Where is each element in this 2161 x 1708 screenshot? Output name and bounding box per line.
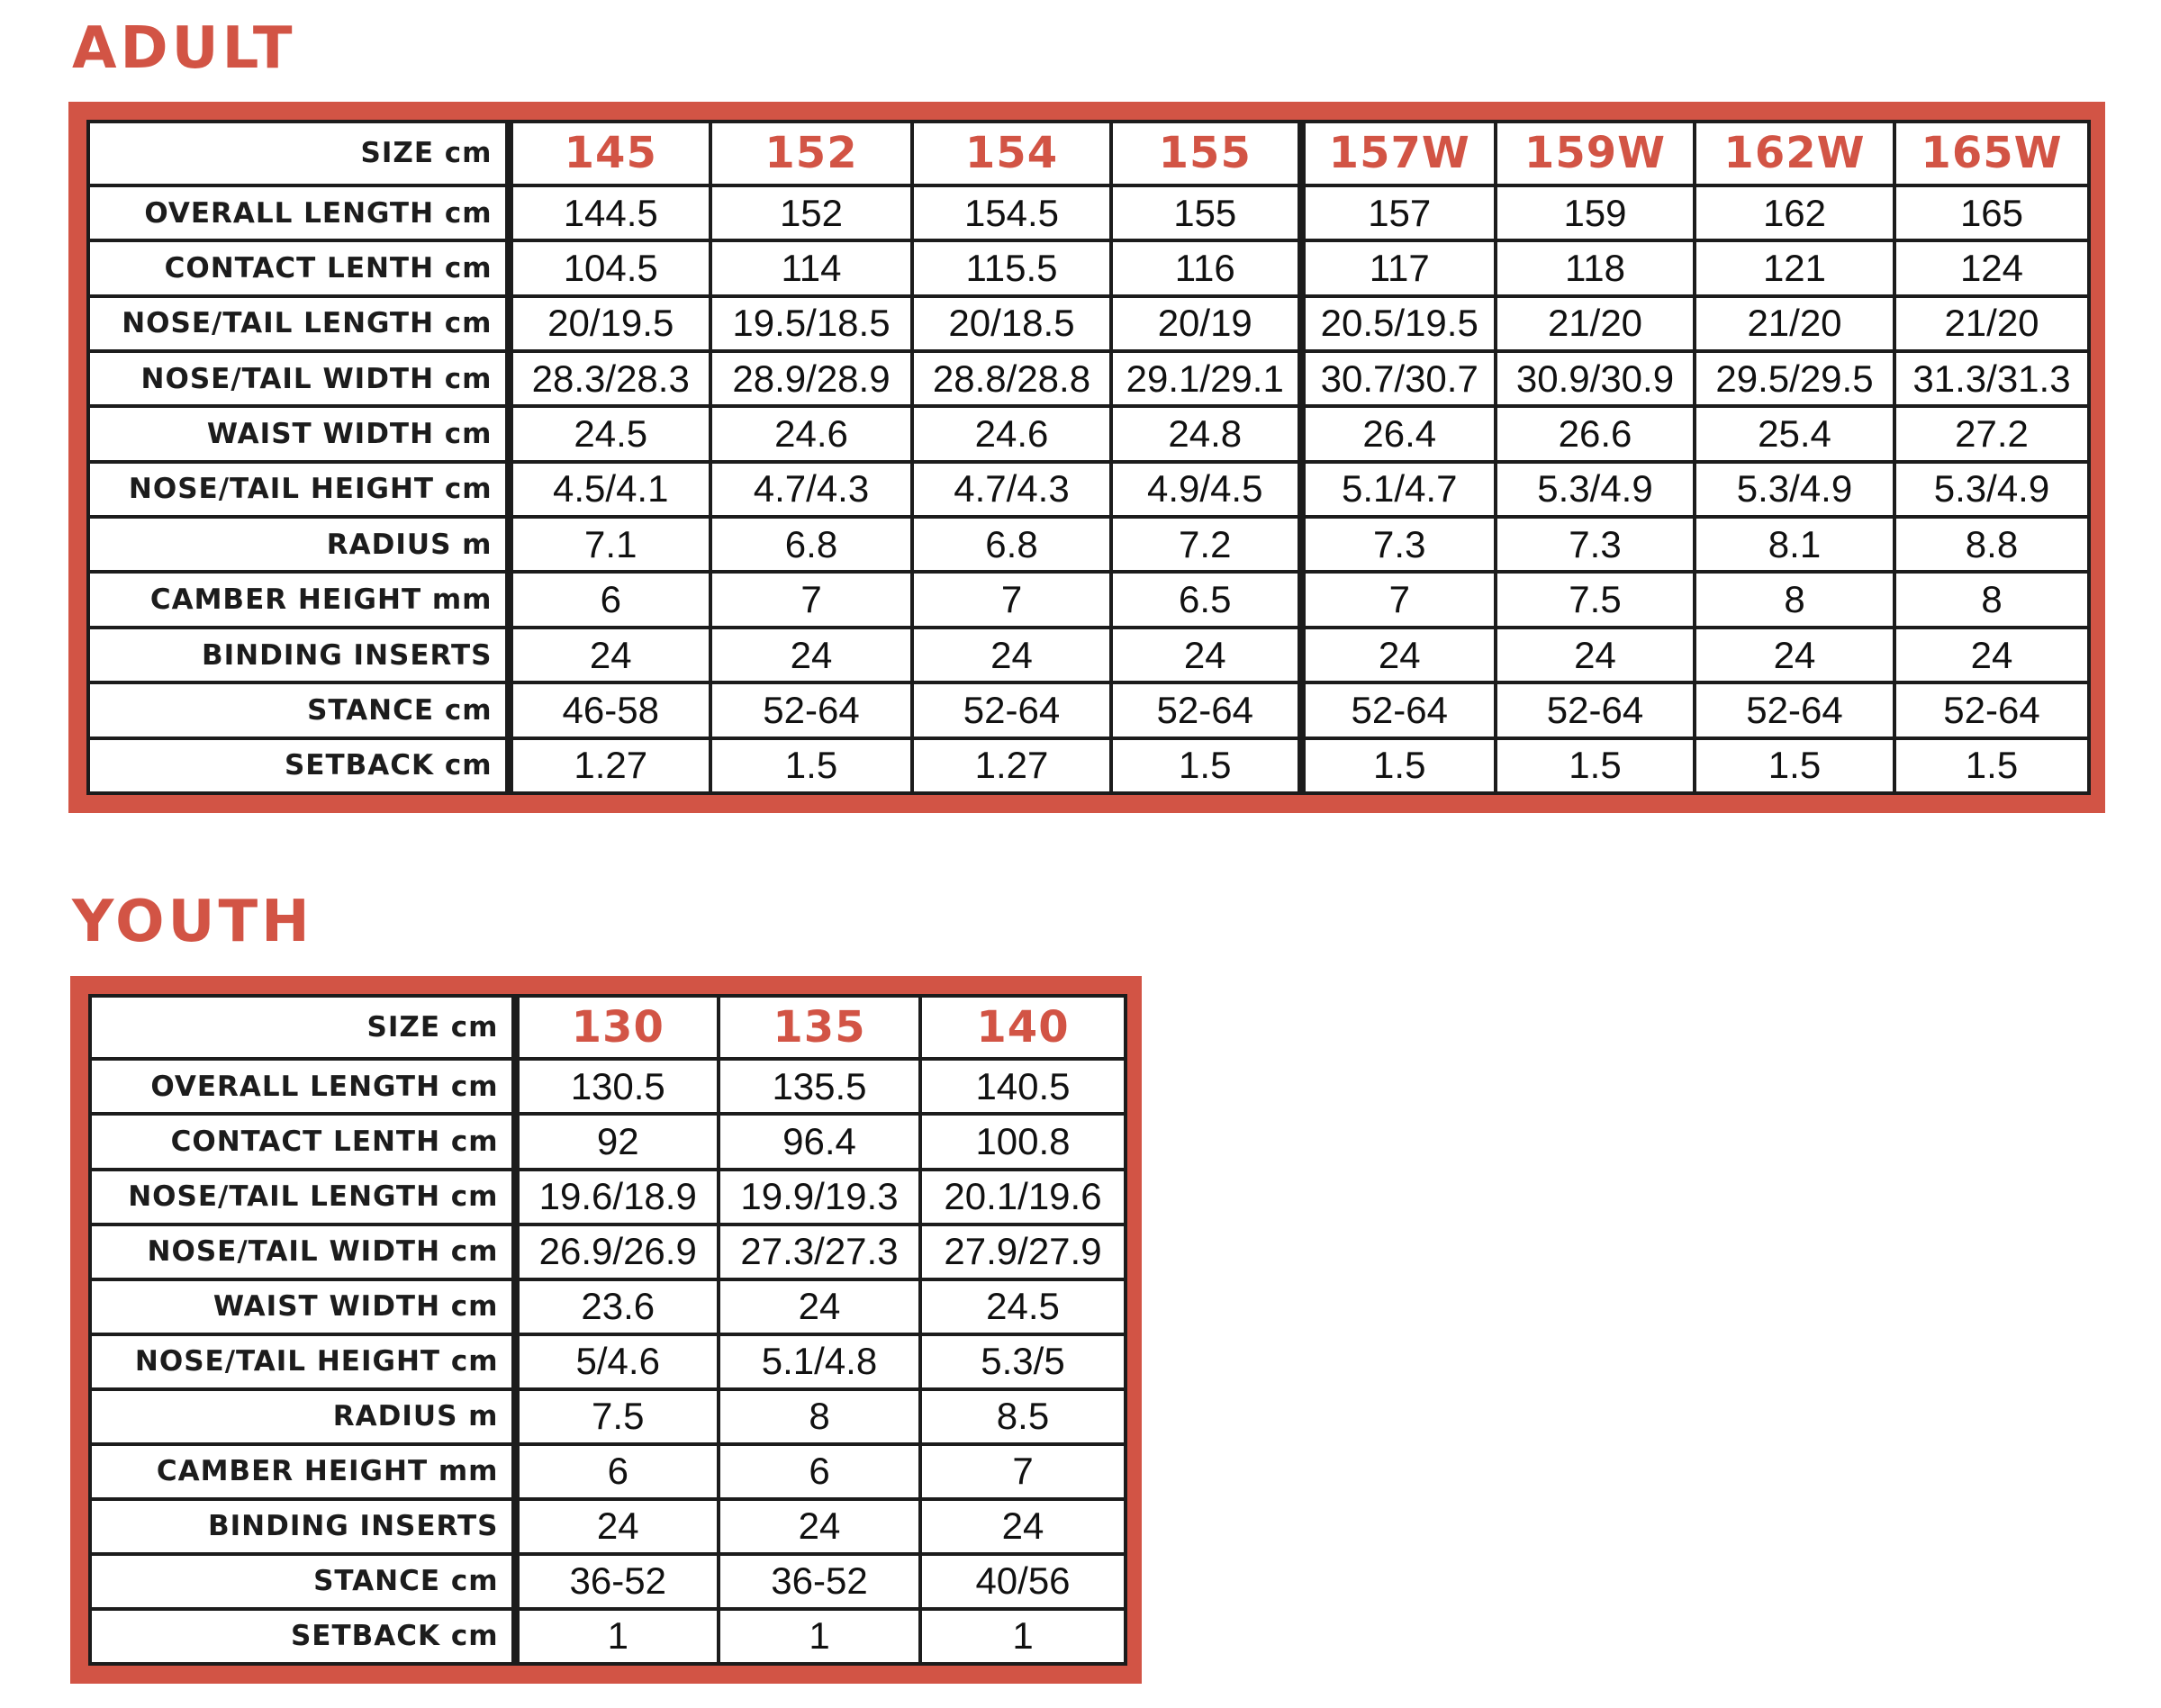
table-row xyxy=(88,572,2089,627)
table-cell: 7.3 xyxy=(1301,517,1496,572)
table-cell: 28.9/28.9 xyxy=(710,351,912,406)
size-header-135: 135 xyxy=(719,996,920,1059)
table-cell: 5.3/5 xyxy=(920,1334,1126,1389)
row-label-waist-width-cm: WAIST WIDTH cm xyxy=(88,406,509,461)
table-cell: 92 xyxy=(515,1114,719,1169)
size-header-157w: 157W xyxy=(1301,122,1496,185)
table-cell: 165 xyxy=(1894,185,2089,240)
row-label-contact-lenth-cm: CONTACT LENTH cm xyxy=(88,240,509,295)
table-cell: 24 xyxy=(1301,628,1496,682)
row-label-binding-inserts: BINDING INSERTS xyxy=(90,1499,515,1554)
table-cell: 52-64 xyxy=(1301,682,1496,737)
row-label-contact-lenth-cm: CONTACT LENTH cm xyxy=(90,1114,515,1169)
size-header-140: 140 xyxy=(920,996,1126,1059)
table-cell: 24.5 xyxy=(920,1279,1126,1334)
table-cell: 1 xyxy=(515,1609,719,1664)
table-cell: 26.4 xyxy=(1301,406,1496,461)
table-cell: 5.3/4.9 xyxy=(1695,462,1894,517)
size-header-162w: 162W xyxy=(1695,122,1894,185)
row-label-waist-width-cm: WAIST WIDTH cm xyxy=(90,1279,515,1334)
adult-spec-table-body xyxy=(88,122,2089,793)
table-row xyxy=(90,1554,1126,1609)
row-label-camber-height-mm: CAMBER HEIGHT mm xyxy=(88,572,509,627)
table-cell: 1.5 xyxy=(710,738,912,793)
table-cell: 24.6 xyxy=(710,406,912,461)
table-cell: 8 xyxy=(1695,572,1894,627)
table-cell: 5.3/4.9 xyxy=(1496,462,1695,517)
table-cell: 7.3 xyxy=(1496,517,1695,572)
row-label-nose-tail-height-cm: NOSE/TAIL HEIGHT cm xyxy=(88,462,509,517)
table-row xyxy=(90,1059,1126,1114)
table-cell: 8.8 xyxy=(1894,517,2089,572)
row-label-camber-height-mm: CAMBER HEIGHT mm xyxy=(90,1444,515,1499)
table-cell: 24 xyxy=(912,628,1111,682)
table-row xyxy=(90,1279,1126,1334)
table-cell: 1 xyxy=(920,1609,1126,1664)
table-cell: 7.5 xyxy=(515,1389,719,1444)
table-cell: 4.9/4.5 xyxy=(1111,462,1301,517)
table-cell: 24 xyxy=(710,628,912,682)
size-header-130: 130 xyxy=(515,996,719,1059)
table-cell: 19.6/18.9 xyxy=(515,1170,719,1225)
table-cell: 117 xyxy=(1301,240,1496,295)
table-cell: 29.5/29.5 xyxy=(1695,351,1894,406)
table-cell: 24 xyxy=(719,1279,920,1334)
table-cell: 27.2 xyxy=(1894,406,2089,461)
table-cell: 24.8 xyxy=(1111,406,1301,461)
table-cell: 25.4 xyxy=(1695,406,1894,461)
table-cell: 29.1/29.1 xyxy=(1111,351,1301,406)
table-cell: 118 xyxy=(1496,240,1695,295)
table-cell: 162 xyxy=(1695,185,1894,240)
table-cell: 27.9/27.9 xyxy=(920,1225,1126,1279)
table-cell: 5.1/4.7 xyxy=(1301,462,1496,517)
table-cell: 52-64 xyxy=(710,682,912,737)
table-cell: 8 xyxy=(1894,572,2089,627)
row-label-stance-cm: STANCE cm xyxy=(90,1554,515,1609)
table-row xyxy=(88,240,2089,295)
table-cell: 36-52 xyxy=(515,1554,719,1609)
table-cell: 26.6 xyxy=(1496,406,1695,461)
table-cell: 21/20 xyxy=(1695,296,1894,351)
size-label: SIZE cm xyxy=(88,122,509,185)
row-label-setback-cm: SETBACK cm xyxy=(88,738,509,793)
table-cell: 52-64 xyxy=(1695,682,1894,737)
table-cell: 24.6 xyxy=(912,406,1111,461)
table-cell: 19.9/19.3 xyxy=(719,1170,920,1225)
row-label-setback-cm: SETBACK cm xyxy=(90,1609,515,1664)
size-header-154: 154 xyxy=(912,122,1111,185)
table-row xyxy=(90,1389,1126,1444)
youth-title: YOUTH xyxy=(72,889,313,955)
table-cell: 130.5 xyxy=(515,1059,719,1114)
adult-spec-table-frame xyxy=(68,102,2105,813)
row-label-nose-tail-width-cm: NOSE/TAIL WIDTH cm xyxy=(90,1225,515,1279)
table-cell: 140.5 xyxy=(920,1059,1126,1114)
table-cell: 36-52 xyxy=(719,1554,920,1609)
size-header-159w: 159W xyxy=(1496,122,1695,185)
row-label-stance-cm: STANCE cm xyxy=(88,682,509,737)
table-cell: 4.5/4.1 xyxy=(509,462,710,517)
table-cell: 157 xyxy=(1301,185,1496,240)
row-label-nose-tail-width-cm: NOSE/TAIL WIDTH cm xyxy=(88,351,509,406)
adult-size-header-row xyxy=(88,122,2089,185)
row-label-nose-tail-height-cm: NOSE/TAIL HEIGHT cm xyxy=(90,1334,515,1389)
table-cell: 24 xyxy=(1894,628,2089,682)
table-row xyxy=(90,1499,1126,1554)
table-cell: 20.5/19.5 xyxy=(1301,296,1496,351)
table-row xyxy=(88,517,2089,572)
table-cell: 24 xyxy=(920,1499,1126,1554)
table-row xyxy=(88,462,2089,517)
table-cell: 121 xyxy=(1695,240,1894,295)
adult-title: ADULT xyxy=(72,15,296,82)
table-row xyxy=(88,185,2089,240)
table-cell: 7 xyxy=(912,572,1111,627)
table-cell: 104.5 xyxy=(509,240,710,295)
adult-spec-table xyxy=(86,120,2091,795)
row-label-radius-m: RADIUS m xyxy=(90,1389,515,1444)
table-cell: 24 xyxy=(719,1499,920,1554)
table-cell: 8.5 xyxy=(920,1389,1126,1444)
size-header-165w: 165W xyxy=(1894,122,2089,185)
table-row xyxy=(90,1609,1126,1664)
table-cell: 159 xyxy=(1496,185,1695,240)
table-cell: 24 xyxy=(1111,628,1301,682)
table-cell: 8.1 xyxy=(1695,517,1894,572)
table-cell: 52-64 xyxy=(1496,682,1695,737)
table-cell: 114 xyxy=(710,240,912,295)
table-cell: 1.5 xyxy=(1111,738,1301,793)
table-cell: 52-64 xyxy=(1894,682,2089,737)
table-cell: 5/4.6 xyxy=(515,1334,719,1389)
table-cell: 52-64 xyxy=(912,682,1111,737)
table-cell: 7.1 xyxy=(509,517,710,572)
table-cell: 1 xyxy=(719,1609,920,1664)
table-cell: 4.7/4.3 xyxy=(710,462,912,517)
table-cell: 24 xyxy=(1496,628,1695,682)
table-cell: 5.1/4.8 xyxy=(719,1334,920,1389)
size-header-155: 155 xyxy=(1111,122,1301,185)
table-cell: 27.3/27.3 xyxy=(719,1225,920,1279)
row-label-nose-tail-length-cm: NOSE/TAIL LENGTH cm xyxy=(90,1170,515,1225)
table-cell: 1.5 xyxy=(1695,738,1894,793)
size-label: SIZE cm xyxy=(90,996,515,1059)
table-cell: 6.8 xyxy=(710,517,912,572)
table-cell: 7 xyxy=(920,1444,1126,1499)
size-header-152: 152 xyxy=(710,122,912,185)
table-cell: 20/19.5 xyxy=(509,296,710,351)
table-cell: 23.6 xyxy=(515,1279,719,1334)
table-cell: 152 xyxy=(710,185,912,240)
table-cell: 100.8 xyxy=(920,1114,1126,1169)
table-cell: 20/18.5 xyxy=(912,296,1111,351)
table-row xyxy=(90,1114,1126,1169)
table-cell: 7.2 xyxy=(1111,517,1301,572)
table-cell: 46-58 xyxy=(509,682,710,737)
table-cell: 28.3/28.3 xyxy=(509,351,710,406)
table-cell: 116 xyxy=(1111,240,1301,295)
table-cell: 24.5 xyxy=(509,406,710,461)
table-cell: 28.8/28.8 xyxy=(912,351,1111,406)
table-cell: 1.5 xyxy=(1301,738,1496,793)
table-cell: 154.5 xyxy=(912,185,1111,240)
size-header-145: 145 xyxy=(509,122,710,185)
table-row xyxy=(88,738,2089,793)
table-cell: 20.1/19.6 xyxy=(920,1170,1126,1225)
table-cell: 30.7/30.7 xyxy=(1301,351,1496,406)
row-label-radius-m: RADIUS m xyxy=(88,517,509,572)
table-cell: 124 xyxy=(1894,240,2089,295)
row-label-binding-inserts: BINDING INSERTS xyxy=(88,628,509,682)
table-cell: 7 xyxy=(1301,572,1496,627)
table-row xyxy=(90,1225,1126,1279)
youth-spec-table-frame xyxy=(70,976,1142,1684)
table-cell: 52-64 xyxy=(1111,682,1301,737)
table-cell: 1.5 xyxy=(1894,738,2089,793)
table-cell: 6.5 xyxy=(1111,572,1301,627)
table-cell: 135.5 xyxy=(719,1059,920,1114)
table-cell: 4.7/4.3 xyxy=(912,462,1111,517)
table-cell: 24 xyxy=(515,1499,719,1554)
table-cell: 6.8 xyxy=(912,517,1111,572)
table-cell: 24 xyxy=(509,628,710,682)
table-cell: 6 xyxy=(509,572,710,627)
table-cell: 144.5 xyxy=(509,185,710,240)
table-cell: 155 xyxy=(1111,185,1301,240)
table-row xyxy=(90,1444,1126,1499)
table-cell: 19.5/18.5 xyxy=(710,296,912,351)
table-cell: 30.9/30.9 xyxy=(1496,351,1695,406)
table-cell: 7 xyxy=(710,572,912,627)
table-cell: 1.5 xyxy=(1496,738,1695,793)
table-row xyxy=(88,351,2089,406)
row-label-overall-length-cm: OVERALL LENGTH cm xyxy=(88,185,509,240)
table-row xyxy=(90,1334,1126,1389)
table-cell: 6 xyxy=(719,1444,920,1499)
row-label-nose-tail-length-cm: NOSE/TAIL LENGTH cm xyxy=(88,296,509,351)
table-row xyxy=(88,406,2089,461)
table-row xyxy=(88,296,2089,351)
table-cell: 21/20 xyxy=(1894,296,2089,351)
table-cell: 31.3/31.3 xyxy=(1894,351,2089,406)
table-cell: 5.3/4.9 xyxy=(1894,462,2089,517)
table-cell: 115.5 xyxy=(912,240,1111,295)
table-cell: 8 xyxy=(719,1389,920,1444)
table-cell: 24 xyxy=(1695,628,1894,682)
youth-spec-table-body xyxy=(90,996,1126,1664)
row-label-overall-length-cm: OVERALL LENGTH cm xyxy=(90,1059,515,1114)
table-cell: 20/19 xyxy=(1111,296,1301,351)
table-cell: 21/20 xyxy=(1496,296,1695,351)
table-cell: 6 xyxy=(515,1444,719,1499)
table-cell: 40/56 xyxy=(920,1554,1126,1609)
youth-spec-table xyxy=(88,994,1127,1666)
table-cell: 1.27 xyxy=(912,738,1111,793)
table-cell: 7.5 xyxy=(1496,572,1695,627)
table-cell: 1.27 xyxy=(509,738,710,793)
table-row xyxy=(88,628,2089,682)
table-row xyxy=(88,682,2089,737)
table-cell: 26.9/26.9 xyxy=(515,1225,719,1279)
table-row xyxy=(90,1170,1126,1225)
table-cell: 96.4 xyxy=(719,1114,920,1169)
youth-size-header-row xyxy=(90,996,1126,1059)
